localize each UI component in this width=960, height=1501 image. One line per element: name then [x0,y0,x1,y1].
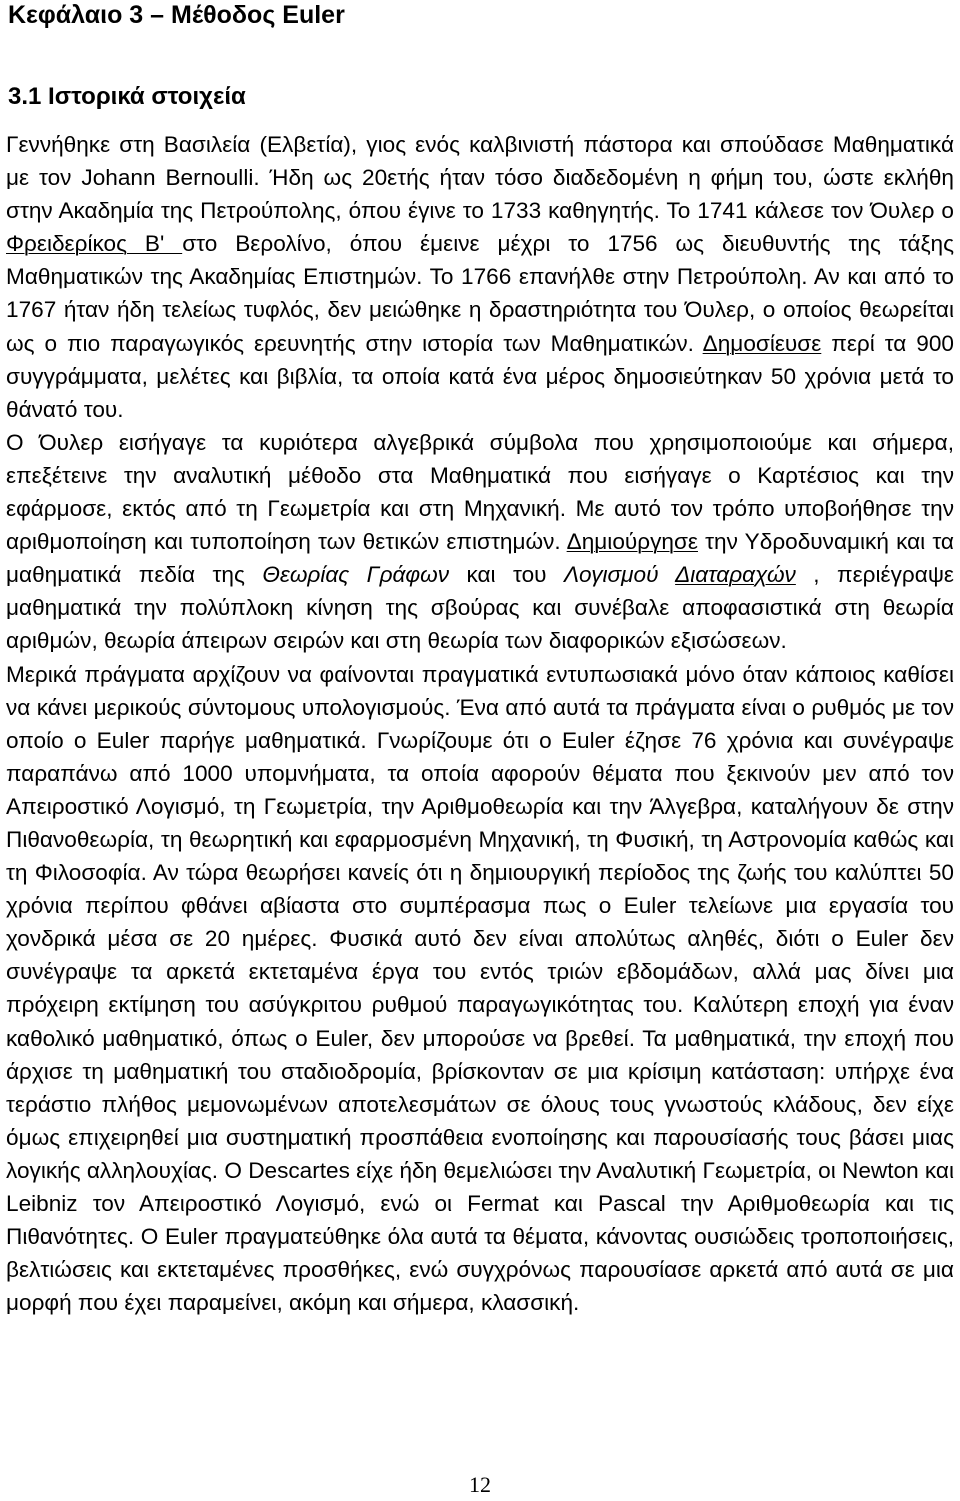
term-perturbation-calculus: Λογισμού Διαταραχών [563,562,796,588]
term-graph-theory: Θεωρίας Γράφων [262,562,450,588]
paragraph-text: , περιέγραψε μαθηματικά την πολύπλοκη κίνηση της σβούρας και συνέβαλε αποφασιστικά στη θεωρία αριθμών, θεωρία άπειρων σειρών και στη θεωρία των διαφορικών εξισώσεων. [6,562,954,654]
paragraph-biography [6,128,954,426]
link-perturbations[interactable]: Διαταραχών [675,562,796,588]
paragraph-text: και του [449,562,564,588]
link-frederick[interactable]: Φρειδερίκος Β' [6,231,183,257]
paragraph-contributions [6,426,954,658]
paragraph-text: περί τα 900 συγγράμματα, μελέτες και βιβλία, τα οποία κατά ένα μέρος δημοσιεύτηκαν 50 χρόνια μετά το θάνατό του. [6,330,955,422]
section-title: 3.1 Ιστορικά στοιχεία [8,83,246,110]
paragraph-text: την Υδροδυναμική και τα μαθηματικά πεδία της [6,529,954,588]
page-number: 12 [469,1472,491,1497]
paragraph-productivity: Μερικά πράγματα αρχίζουν να φαίνονται πραγματικά εντυπωσιακά μόνο όταν κάποιος καθίσει να κάνει μερικούς σύντομους υπολογισμούς. Ένα από αυτά τα πράγματα είναι ο ρυθμός με τον οποίο ο Euler παρήγε μαθηματικά. Γνωρίζουμε ότι ο Euler έζησε 76 χρόνια και συνέγραψε παραπάνω από 1000 υπομνήματα, τα οποία αφορούν θέματα που ξεκινούν μεν από τον Απειροστικό Λογισμό, τη Γεωμετρία, την Αριθμοθεωρία και την Άλγεβρα, καταλήγουν δε στην Πιθανοθεωρία, τη θεωρητική και εφαρμοσμένη Μηχανική, τη Φυσική, τη Αστρονομία καθώς και τη Φιλοσοφία. Αν τώρα θεωρήσει κανείς ότι η δημιουργική περίοδος της ζωής του καλύπτει 50 χρόνια περίπου φθάνει αβίαστα στο συμπέρασμα πως ο Euler τελείωνε μια εργασία του χονδρικά μέσα σε 20 ημέρες. Φυσικά αυτό δεν είναι απολύτως αληθές, διότι ο Euler δεν συνέγραψε τα αρκετά εκτεταμένα έργα του εντός τριών εβδομάδων, αλλά μας δίνει μια πρόχειρη εκτίμηση του ασύγκριτου ρυθμού παραγωγικότητας του. Καλύτερη εποχή για έναν καθολικό μαθηματικό, όπως ο Euler, δεν μπορούσε να βρεθεί. Τα μαθηματικά, την εποχή που άρχισε τη μαθηματική του σταδιοδρομία, βρίσκονταν σε μια κρίσιμη κατάσταση: υπήρχε ένα τεράστιο πλήθος μεμονωμένων αποτελεσμάτων σε όλους τους γνωστούς κλάδους, δεν είχε όμως επιχειρηθεί μια συστηματική προσπάθεια ενοποίησης και παρουσίασής τους βάσει μιας λογικής αλληλουχίας. Ο Descartes είχε ήδη θεμελιώσει την Αναλυτική Γεωμετρία, οι Newton και Leibniz τον Απειροστικό Λογισμό, ενώ οι Fermat και Pascal την Αριθμοθεωρία και τις Πιθανότητες. Ο Euler πραγματεύθηκε όλα αυτά τα θέματα, κάνοντας ουσιώδεις τροποποιήσεις, βελτιώσεις και εκτεταμένες προσθήκες, ενώ συγχρόνως παρουσίασε αρκετά από αυτά σε μια μορφή που έχει παραμείνει, ακόμη και σήμερα, κλασσική. [6,661,955,1316]
paragraph-text: Ο Όυλερ εισήγαγε τα κυριότερα αλγεβρικά σύμβολα που χρησιμοποιούμε και σήμερα, επεξέτεινε την αναλυτική μέθοδο στα Μαθηματικά που εισήγαγε ο Καρτέσιος και την εφάρμοσε, εκτός από τη Γεωμετρία και στη Μηχανική. Με αυτό τον τρόπο υποβοήθησε την αριθμοποίηση και τυποποίηση των θετικών επιστημών. [6,429,954,555]
chapter-title: Κεφάλαιο 3 – Μέθοδος Euler [8,1,345,29]
link-published[interactable]: Δημοσίευσε [702,330,822,356]
paragraph-text: στο Βερολίνο, όπου έμεινε μέχρι το 1756 ως διευθυντής της τάξης Μαθηματικών της Ακαδημίας Επιστημών. Το 1766 επανήλθε στην Πετρούπολη. Αν και από το 1767 ήταν ήδη τελείως τυφλός, δεν μειώθηκε η δραστηριότητα του Όυλερ, ο οποίος θεωρείται ως ο πιο παραγωγικός ερευνητής στην ιστορία των Μαθηματικών. [6,231,955,356]
body-text [6,128,954,1319]
paragraph-text: Γεννήθηκε στη Βασιλεία (Ελβετία), γιος ενός καλβινιστή πάστορα και σπούδασε Μαθηματικά με τον Johann Bernoulli. Ήδη ως 20ετής ήταν τόσο διαδεδομένη η φήμη του, ώστε εκλήθη στην Ακαδημία της Πετρούπολης, όπου έγινε το 1733 καθηγητής. Το 1741 κάλεσε τον Όυλερ ο [6,132,954,224]
link-created[interactable]: Δημιούργησε [566,529,698,555]
